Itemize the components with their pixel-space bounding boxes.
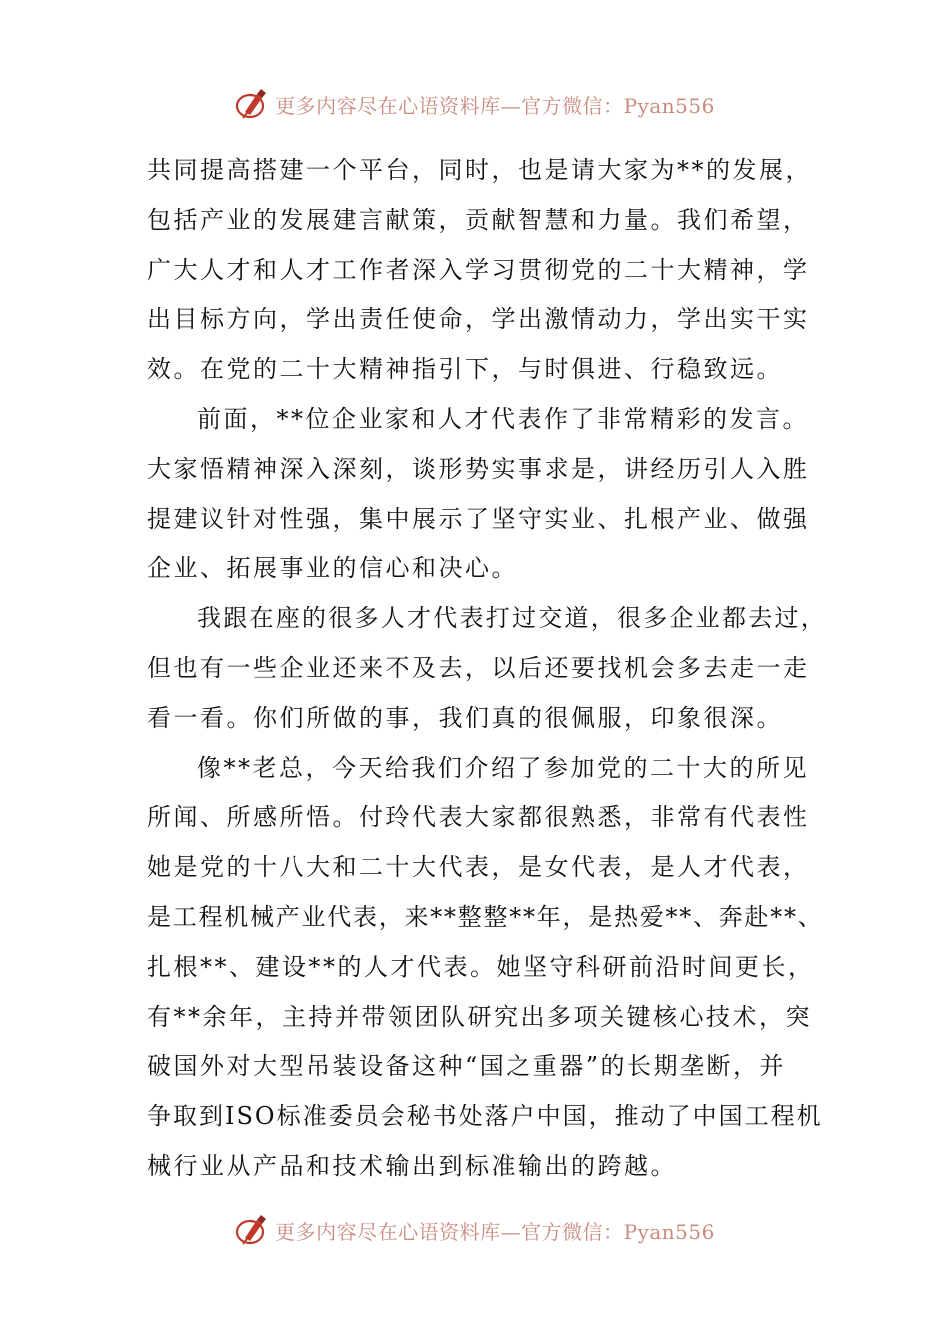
text-line: 她是党的十八大和二十大代表，是女代表，是人才代表， (147, 853, 810, 882)
text-line: 我跟在座的很多人才代表打过交道，很多企业都去过， (197, 604, 827, 633)
text-line: 广大人才和人才工作者深入学习贯彻党的二十大精神，学 (147, 255, 810, 284)
text-line: 企业、拓展事业的信心和决心。 (147, 554, 518, 583)
text-line: 像**老总，今天给我们介绍了参加党的二十大的所见 (197, 753, 809, 782)
text-line: 前面，**位企业家和人才代表作了非常精彩的发言。 (197, 404, 809, 433)
footer-banner (0, 1210, 950, 1250)
text-line: 扎根**、建设**的人才代表。她坚守科研前沿时间更长， (147, 952, 815, 981)
text-line: 所闻、所感所悟。付玲代表大家都很熟悉，非常有代表性 (147, 803, 810, 832)
text-line: 出目标方向，学出责任使命，学出激情动力，学出实干实 (147, 305, 810, 334)
text-line: 破国外对大型吊装设备这种“国之重器”的长期垄断，并 (147, 1052, 787, 1081)
text-line: 提建议针对性强，集中展示了坚守实业、扎根产业、做强 (147, 504, 810, 533)
text-line: 是工程机械产业代表，来**整整**年，是热爱**、奔赴**、 (147, 902, 824, 931)
text-line: 包括产业的发展建言献策，贡献智慧和力量。我们希望， (147, 205, 810, 234)
header-banner-inner (235, 86, 715, 122)
pen-nib-icon (235, 1212, 271, 1248)
text-line: 械行业从产品和技术输出到标准输出的跨越。 (147, 1151, 677, 1180)
text-line: 但也有一些企业还来不及去，以后还要找机会多去走一走 (147, 653, 810, 682)
footer-banner-inner (235, 1212, 715, 1248)
text-line: 争取到ISO标准委员会秘书处落户中国，推动了中国工程机 (147, 1102, 823, 1131)
text-line: 共同提高搭建一个平台，同时，也是请大家为**的发展， (147, 156, 812, 184)
text-line: 效。在党的二十大精神指引下，与时俱进、行稳致远。 (147, 355, 783, 384)
banner-text: 更多内容尽在心语资料库—官方微信：Pyan556 (275, 1219, 715, 1244)
pen-nib-icon (235, 86, 271, 122)
text-line: 大家悟精神深入深刻，谈形势实事求是，讲经历引人入胜 (147, 454, 810, 483)
text-line: 有**余年，主持并带领团队研究出多项关键核心技术，突 (147, 1002, 812, 1031)
banner-text: 更多内容尽在心语资料库—官方微信：Pyan556 (275, 93, 715, 118)
document-body (147, 146, 827, 1192)
text-line: 看一看。你们所做的事，我们真的很佩服，印象很深。 (147, 703, 783, 732)
header-banner (0, 84, 950, 124)
